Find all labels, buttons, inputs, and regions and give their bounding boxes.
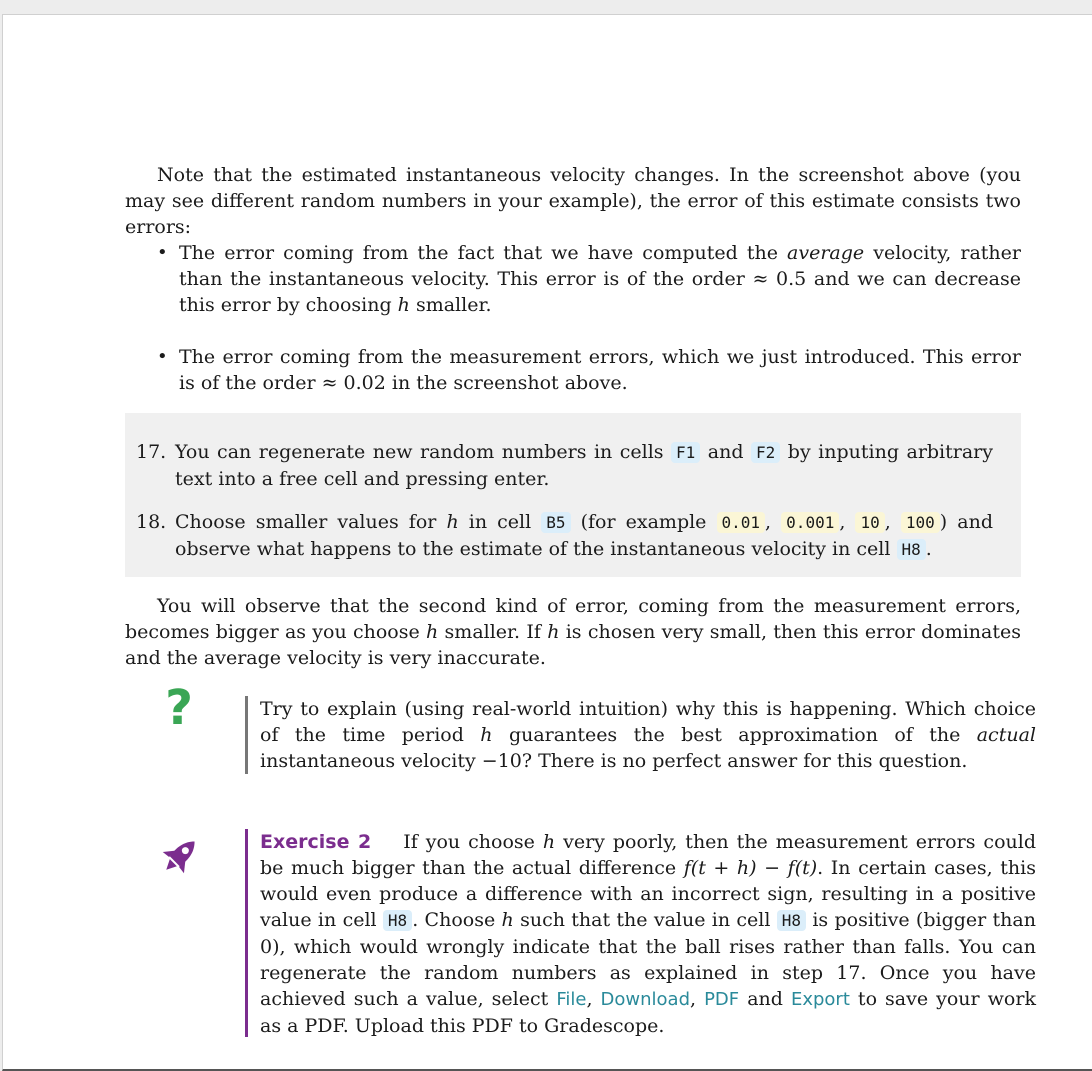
bullet-dot-icon: • — [157, 242, 168, 263]
cell-ref: H8 — [777, 910, 806, 931]
example-value: 100 — [901, 512, 940, 533]
rocket-icon — [155, 833, 203, 881]
example-value: 10 — [855, 512, 884, 533]
cell-ref: F1 — [671, 442, 700, 463]
document-page — [2, 14, 1092, 1071]
step-18: 18. Choose smaller values for h in cell B5 (for example 0.01 , 0.001 , 10 , 100 ) and observe what happens to the estimate of the instantaneous velocity in cell H8 . — [136, 511, 993, 560]
menu-pdf: PDF — [704, 989, 740, 1010]
cell-ref: H8 — [897, 539, 926, 560]
menu-export: Export — [790, 989, 850, 1010]
menu-download: Download — [600, 989, 690, 1010]
list-item: • The error coming from the fact that we have computed the average velocity, rather than the instantaneous velocity. This error is of the order ≈ 0.5 and we can decrease this error by choosing h smaller. — [157, 242, 1021, 316]
cell-ref: F2 — [751, 442, 780, 463]
example-value: 0.01 — [717, 512, 766, 533]
menu-file: File — [556, 989, 587, 1010]
list-item: • The error coming from the measurement errors, which we just introduced. This error is of the order ≈ 0.02 in the screenshot above. — [157, 346, 1021, 394]
cell-ref: B5 — [541, 512, 570, 533]
step-17: 17. You can regenerate new random numbers in cells F1 and F2 by inputing arbitrary text into a free cell and pressing enter. — [136, 441, 993, 490]
exercise-label: Exercise 2 — [260, 831, 372, 853]
cell-ref: H8 — [383, 910, 412, 931]
exercise-callout: Exercise 2 If you choose h very poorly, then the measurement errors could be much bigger than the actual difference f(t + h) − f(t). In certain cases, this would even produce a difference with an incorrect sign, resulting in a positive value in cell H8 . Choose h such that the value in cell H8 is positive (bigger than 0), which would wrongly indicate that the ball rises rather than falls. You can regenerate the random numbers as explained in step 17. Once you have achieved such a value, select File, Download, PDF and Export to save your work as a PDF. Upload this PDF to Gradescope. — [245, 829, 1036, 1037]
intro-paragraph: Note that the estimated instantaneous velocity changes. In the screenshot above (you may see different random numbers in your example), the error of this estimate consists two errors: — [125, 164, 1021, 238]
question-callout: Try to explain (using real-world intuition) why this is happening. Which choice of the time period h guarantees the best approximation of the actual instantaneous velocity −10? There is no perfect answer for this question. — [245, 696, 1036, 774]
bullet-dot-icon: • — [157, 346, 168, 367]
steps-box — [125, 413, 1021, 577]
error-list — [155, 240, 1021, 396]
question-icon: ? — [165, 680, 193, 736]
example-value: 0.001 — [781, 512, 839, 533]
observation-paragraph: You will observe that the second kind of error, coming from the measurement errors, becomes bigger as you choose h smaller. If h is chosen very small, then this error dominates and the average velocity is very inaccurate. — [125, 595, 1021, 669]
